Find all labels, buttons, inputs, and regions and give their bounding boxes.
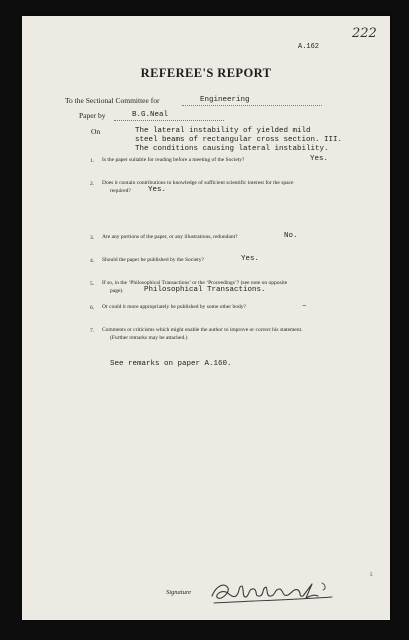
question-3-text: Are any portions of the paper, or any illustrations, redundant?	[102, 234, 238, 240]
question-6-answer: –	[302, 302, 307, 310]
report-sheet	[22, 16, 390, 620]
question-5-text-line-2: page).	[110, 288, 124, 294]
question-2-text-line-1: Does it contain contributions to knowledge of sufficient scientific interest for the space	[102, 180, 294, 186]
page-mark: 5	[370, 573, 373, 578]
question-5-number: 5.	[90, 281, 95, 287]
file-reference: A.162	[298, 43, 320, 51]
committee-value: Engineering	[200, 96, 250, 104]
question-1-number: 1.	[90, 158, 95, 164]
signature-label: Signature	[166, 589, 192, 596]
handwritten-folio-number: 222	[352, 26, 377, 41]
referee-remark: See remarks on paper A.160.	[110, 360, 232, 368]
committee-dotted-line	[182, 105, 322, 106]
paper-by-value: B.G.Neal	[132, 111, 169, 119]
committee-label: To the Sectional Committee for	[65, 96, 160, 105]
on-line-3: The conditions causing lateral instability.	[135, 145, 329, 153]
question-6-text: Or could it more appropriately be published by some other body?	[102, 304, 246, 310]
question-3-number: 3.	[90, 235, 95, 241]
paper-by-label: Paper by	[79, 111, 106, 120]
question-1-answer: Yes.	[310, 155, 329, 163]
question-4-answer: Yes.	[241, 255, 260, 263]
question-4-text: Should the paper be published by the Society?	[102, 257, 204, 263]
on-line-2: steel beams of rectangular cross section. III.	[135, 136, 343, 144]
page-title: REFEREE'S REPORT	[140, 66, 272, 80]
question-3-answer: No.	[284, 232, 298, 240]
question-7-text-line-2: (Further remarks may be attached.)	[110, 335, 188, 341]
question-4-number: 4.	[90, 258, 95, 264]
question-5-text-line-1: If so, in the ‘Philosophical Transactions’ or the ‘Proceedings’? (see note on opposite	[102, 280, 288, 286]
question-6-number: 6.	[90, 305, 95, 311]
question-7-number: 7.	[90, 328, 95, 334]
on-line-1: The lateral instability of yielded mild	[135, 127, 311, 135]
question-7-text-line-1: Comments or criticisms which might enable the author to improve or correct his statement.	[102, 327, 303, 333]
question-1-text: Is the paper suitable for reading before a meeting of the Society?	[102, 157, 245, 163]
question-2-answer: Yes.	[148, 186, 167, 194]
question-2-text-line-2: required?	[110, 188, 131, 194]
on-label: On	[91, 127, 101, 136]
handwritten-signature-image	[208, 576, 338, 608]
question-5-answer: Philosophical Transactions.	[144, 286, 266, 294]
paper-by-dotted-line	[114, 120, 224, 121]
question-2-number: 2.	[90, 181, 95, 187]
